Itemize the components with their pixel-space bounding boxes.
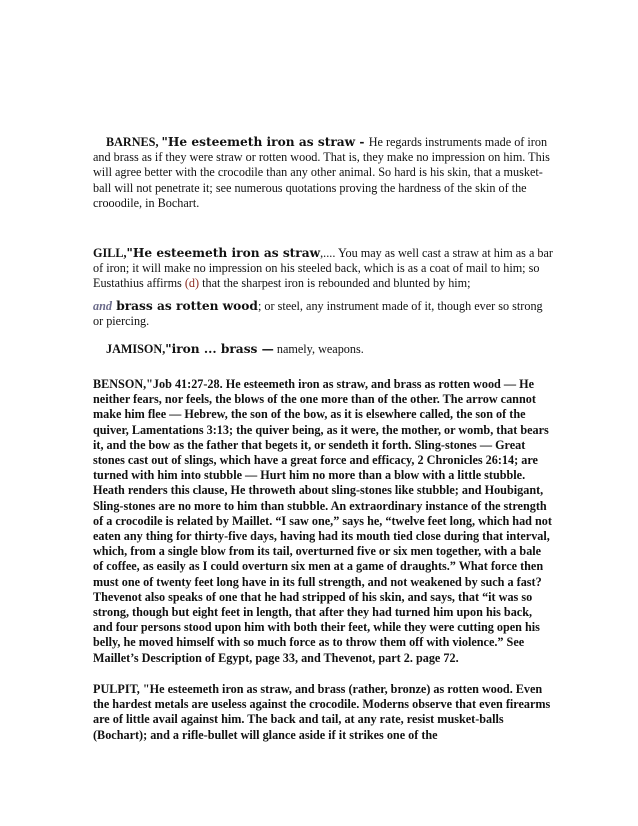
- jamieson-heading: "iron ... brass —: [165, 342, 274, 356]
- gill-author: GILL,: [93, 246, 127, 260]
- barnes-heading: "He esteemeth iron as straw -: [161, 135, 369, 149]
- gill-text-b: that the sharpest iron is rebounded and blunted by him;: [199, 276, 471, 291]
- gill-heading-2: brass as rotten wood: [111, 299, 258, 313]
- benson-text: BENSON,"Job 41:27-28. He esteemeth iron as straw, and brass as rotten wood — He neither fears, nor feels, the blows of the one more than of the other. The arrow cannot make him flee — Hebrew, the son of the bow, as it is elsewhere called, the son of the quiver, Lamentations 3:13; the quiver being, as it were, the mother, or womb, that bears it, and the bow as the father that begets it, or sendeth it forth. Sling-stones — Great stones cast out of slings, which have a great force and efficacy, 2 Chronicles 26:14; are turned with him into stubble — Hurt him no more than a blow with a little stubble. Heath renders this clause, He throweth about sling-stones like stubble; and Houbigant, Sling-stones are no more to him than stubble. An extraordinary instance of the strength of a crocodile is related by Maillet. “I saw one,” says he, “twelve feet long, which had not eaten any thing for thirty-five days, having had its mouth tied close during that interval, which, from a single blow from its tail, overturned five or six men together, with a bale of coffee, as easily as I could overturn six men at a game of draughts.” What force then must one of twenty feet long have in its full strength, and not weakened by such a fast? Thevenot also speaks of one that he had stripped of his skin, and says, that “it was so strong, though but eight feet in length, that after they had turned him upon his back, and four persons stood upon him with both their feet, while they were cutting open his belly, he moved himself with so much force as to throw them off with violence.” See Maillet’s Description of Egypt, page 33, and Thevenot, part 2. page 72.: [93, 377, 552, 665]
- barnes-author: BARNES,: [106, 135, 162, 149]
- gill-heading: "He esteemeth iron as straw: [126, 246, 321, 260]
- jamieson-commentary: [93, 342, 553, 357]
- gill-text-a: ,.... You may as well cast a straw at him as a bar of iron; it will make no impression on his steeled back, which is as a coat of mail to him; so Eustathius affirms: [93, 246, 553, 291]
- barnes-commentary: [93, 135, 553, 211]
- gill-commentary-continued: [93, 299, 553, 329]
- gill-commentary: [93, 246, 553, 292]
- gill-and-word: and: [93, 299, 112, 313]
- footnote-link-d[interactable]: (d): [184, 276, 200, 291]
- gill-text-c: ; or steel, any instrument made of it, though ever so strong or piercing.: [93, 299, 543, 329]
- benson-commentary: [93, 377, 553, 666]
- pulpit-commentary: [93, 682, 553, 743]
- pulpit-text: PULPIT, "He esteemeth iron as straw, and brass (rather, bronze) as rotten wood. Even the hardest metals are useless against the crocodile. Moderns observe that even firearms are of little avail against him. The back and tail, at any rate, resist musket-balls (Bochart); and a rifle-bullet will glance aside if it strikes one of the: [93, 682, 551, 742]
- jamieson-author: JAMISON,: [106, 342, 166, 356]
- barnes-text: He regards instruments made of iron and brass as if they were straw or rotten wood. That is, they make no impression on him. This will agree better with the crocodile than any other animal. So hard is his skin, that a musket-ball will not penetrate it; see numerous quotations proving the hardness of the skin of the crooodile, in Bochart.: [93, 135, 550, 210]
- jamieson-text: namely, weapons.: [273, 342, 364, 356]
